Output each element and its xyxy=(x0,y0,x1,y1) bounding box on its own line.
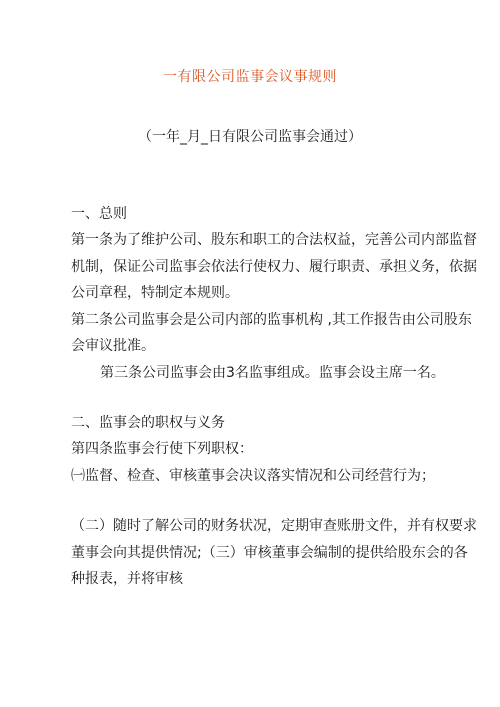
article-4-item-1: ㈠监督、检查、审核董事会决议落实情况和公司经营行为； xyxy=(71,468,435,484)
article-2-line-2: 会审议批准。 xyxy=(71,338,155,354)
article-4-item-3-line: 种报表，并将审核 xyxy=(71,571,183,587)
section-heading-general: 一、总则 xyxy=(71,206,127,222)
document-subtitle: （一年_月_日有限公司监事会通过） xyxy=(138,129,362,145)
article-2-line-1: 第二条公司监事会是公司内部的监事机构 ,其工作报告由公司股东 xyxy=(71,312,472,328)
article-4-item-2-line-1: （二）随时了解公司的财务状况，定期审查账册文件，并有权要求 xyxy=(71,518,477,534)
article-4-line: 第四条监事会行使下列职权： xyxy=(71,441,253,457)
article-1-line-3: 公司章程，特制定本规则。 xyxy=(71,285,239,301)
article-3-line: 第三条公司监事会由3名监事组成。监事会设主席一名。 xyxy=(100,365,445,381)
article-1-line-1: 第一条为了维护公司、股东和职工的合法权益，完善公司内部监督 xyxy=(71,232,477,248)
section-heading-powers: 二、监事会的职权与义务 xyxy=(71,415,225,431)
article-4-item-2-line-2: 董事会向其提供情况;（三）审核董事会编制的提供给股东会的各 xyxy=(71,545,468,561)
document-title: 一有限公司监事会议事规则 xyxy=(163,69,337,85)
article-1-line-2: 机制，保证公司监事会依法行使权力、履行职责、承担义务，依据 xyxy=(71,259,477,275)
